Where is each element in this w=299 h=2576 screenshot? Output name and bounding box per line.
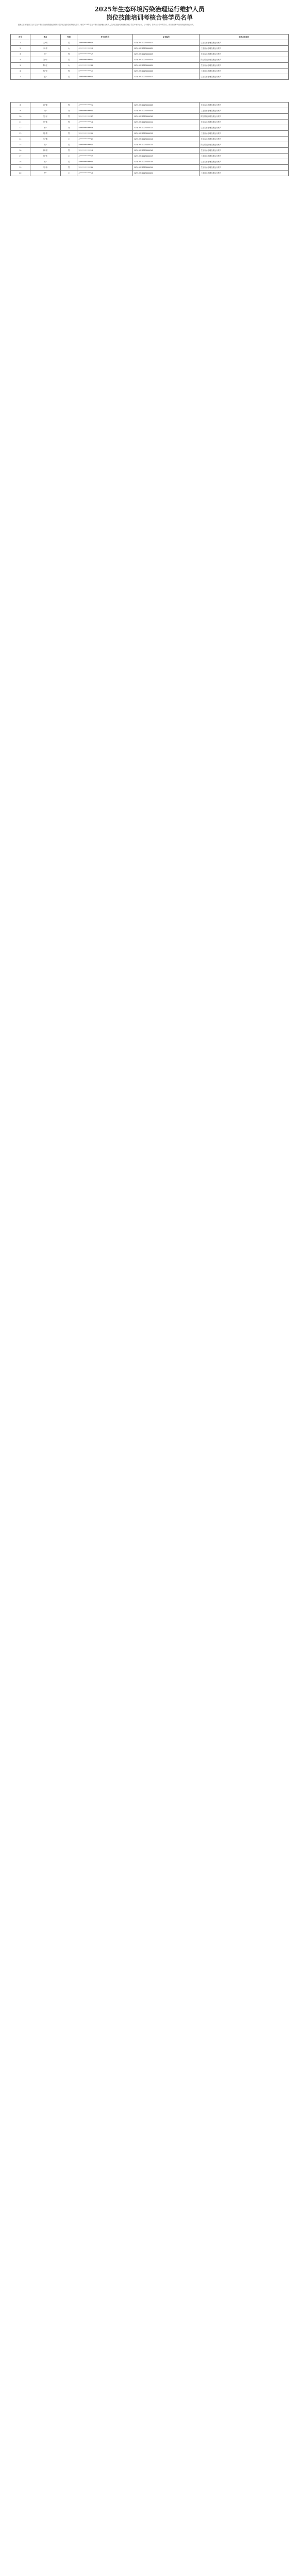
table-cell: 5*************29 — [77, 125, 133, 131]
table-cell: GZHJ-YW-2025000001 — [133, 40, 200, 46]
table-cell: GZHJ-YW-2025000016 — [133, 148, 200, 154]
table-cell: 3*************3X — [77, 131, 133, 137]
table-cell: 3 — [11, 52, 30, 57]
table-row — [11, 142, 289, 148]
table-cell: GZHJ-YW-2025000006 — [133, 69, 200, 74]
table-cell: 2 — [11, 46, 30, 52]
table-cell: GZHJ-YW-2025000020 — [133, 171, 200, 176]
table-cell: GZHJ-YW-2025000019 — [133, 165, 200, 171]
table-row — [11, 103, 289, 108]
table-cell: 马*涛 — [30, 165, 60, 171]
table-cell: 男 — [61, 131, 77, 137]
table-cell: GZHJ-YW-2025000007 — [133, 74, 200, 80]
table-cell: 除尘脱硫脱硝设施运行维护 — [200, 114, 289, 120]
table-cell: 生活污水处理设施运行维护 — [200, 159, 289, 165]
table-cell: 3*************49 — [77, 165, 133, 171]
table-cell: 17 — [11, 154, 30, 159]
table-cell: 工业废水处理设施运行维护 — [200, 69, 289, 74]
table-cell: 18 — [11, 159, 30, 165]
table-page — [10, 34, 289, 80]
column-header: 序号 — [11, 35, 30, 40]
table-row — [11, 108, 289, 114]
table-cell: 4*************23 — [77, 46, 133, 52]
table-cell: 张* — [30, 52, 60, 57]
table-cell: 孙* — [30, 125, 60, 131]
table-cell: GZHJ-YW-2025000008 — [133, 103, 200, 108]
document-header — [10, 5, 289, 29]
table-cell: 14 — [11, 137, 30, 142]
table-cell: GZHJ-YW-2025000009 — [133, 108, 200, 114]
table-cell: 3*************31 — [77, 57, 133, 63]
table-cell: 李*华 — [30, 46, 60, 52]
table-cell: 3*************58 — [77, 74, 133, 80]
table-cell: 4*************42 — [77, 137, 133, 142]
table-cell: 男 — [61, 69, 77, 74]
table-cell: 9 — [11, 108, 30, 114]
table-cell: 男 — [61, 114, 77, 120]
table-cell: 女 — [61, 63, 77, 69]
table-cell: 高* — [30, 142, 60, 148]
table-cell: 杨*军 — [30, 69, 60, 74]
table-cell: GZHJ-YW-2025000010 — [133, 114, 200, 120]
table-cell: 4*************13 — [77, 171, 133, 176]
table-cell: 男 — [61, 40, 77, 46]
table-cell: 朱*霞 — [30, 137, 60, 142]
table-row — [11, 154, 289, 159]
table-cell: 8 — [11, 103, 30, 108]
table-cell: GZHJ-YW-2025000012 — [133, 125, 200, 131]
table-cell: 生活污水处理设施运行维护 — [200, 137, 289, 142]
column-header: 身份证号码 — [77, 35, 133, 40]
table-cell: 1 — [11, 40, 30, 46]
table-cell: 黄*强 — [30, 103, 60, 108]
table-cell: 5*************55 — [77, 142, 133, 148]
table-cell: 3*************47 — [77, 114, 133, 120]
table-cell: 生活污水处理设施运行维护 — [200, 52, 289, 57]
table-cell: GZHJ-YW-2025000017 — [133, 154, 200, 159]
table-cell: 除尘脱硫脱硝设施运行维护 — [200, 57, 289, 63]
table-cell: 7 — [11, 74, 30, 80]
table-cell: 6 — [11, 69, 30, 74]
table-cell: 男 — [61, 120, 77, 125]
table-cell: GZHJ-YW-2025000005 — [133, 63, 200, 69]
table-cell: 工业废水处理设施运行维护 — [200, 154, 289, 159]
table-cell: 生活污水处理设施运行维护 — [200, 40, 289, 46]
table-cell: 罗* — [30, 171, 60, 176]
table-cell: 男 — [61, 52, 77, 57]
table-cell: 4*************21 — [77, 103, 133, 108]
table-cell: 4*************46 — [77, 63, 133, 69]
table-cell: GZHJ-YW-2025000003 — [133, 52, 200, 57]
table-row — [11, 137, 289, 142]
table-cell: 生活污水处理设施运行维护 — [200, 125, 289, 131]
table-row — [11, 57, 289, 63]
table-cell: GZHJ-YW-2025000004 — [133, 57, 200, 63]
table-row — [11, 40, 289, 46]
table-cell: 11 — [11, 120, 30, 125]
intro-paragraph: 按照生态环境部门关于生态环境污染治理设施运营维护人员岗位技能培训的相关要求，现将2025年生态环境污染治理运行维护人员岗位技能培训考核合格学员名单予以公示。公示期内，如对公示名单有异议，请以书面形式向培训组织单位反映。 — [18, 24, 195, 26]
table-cell: 3*************5X — [77, 40, 133, 46]
table-cell: 生活污水处理设施运行维护 — [200, 74, 289, 80]
table-row — [11, 159, 289, 165]
table-cell: 4*************16 — [77, 120, 133, 125]
table-cell: 12 — [11, 125, 30, 131]
title-line-1: 2025年生态环境污染治理运行维护人员 — [94, 6, 205, 13]
table-row — [11, 120, 289, 125]
table-cell: 胡*勇 — [30, 131, 60, 137]
table-row — [11, 114, 289, 120]
table-cell: 4 — [11, 57, 30, 63]
table-row — [11, 131, 289, 137]
table-cell: 除尘脱硫脱硝设施运行维护 — [200, 142, 289, 148]
table-cell: 生活污水处理设施运行维护 — [200, 148, 289, 154]
table-cell: 生活污水处理设施运行维护 — [200, 63, 289, 69]
table-cell: 何*芳 — [30, 154, 60, 159]
table-cell: 工业废水处理设施运行维护 — [200, 131, 289, 137]
table-header-row — [11, 35, 289, 40]
table-cell: 3*************18 — [77, 148, 133, 154]
table-cell: 女 — [61, 137, 77, 142]
table-cell: 女 — [61, 125, 77, 131]
table-row — [11, 171, 289, 176]
table-cell: 5*************34 — [77, 108, 133, 114]
table-cell: 女 — [61, 108, 77, 114]
table-cell: 5*************12 — [77, 69, 133, 74]
table-row — [11, 52, 289, 57]
table-cell: 工业废水处理设施运行维护 — [200, 108, 289, 114]
table-cell: 女 — [61, 46, 77, 52]
table-cell: 女 — [61, 154, 77, 159]
table-cell: 林*国 — [30, 148, 60, 154]
document-title — [10, 5, 289, 22]
table-cell: 5*************36 — [77, 159, 133, 165]
table-cell: 工业废水处理设施运行维护 — [200, 46, 289, 52]
list-table — [10, 34, 289, 80]
title-line-2: 岗位技能培训考核合格学员名单 — [106, 14, 193, 21]
table-cell: GZHJ-YW-2025000018 — [133, 159, 200, 165]
table-cell: 王*明 — [30, 40, 60, 46]
table-cell: 周* — [30, 108, 60, 114]
column-header: 培训合格项目 — [200, 35, 289, 40]
table-cell: 13 — [11, 131, 30, 137]
table-cell: GZHJ-YW-2025000015 — [133, 142, 200, 148]
table-cell: 郭* — [30, 159, 60, 165]
column-header: 证书编号 — [133, 35, 200, 40]
table-cell: 赵* — [30, 74, 60, 80]
table-cell: GZHJ-YW-2025000002 — [133, 46, 200, 52]
column-header: 性别 — [61, 35, 77, 40]
table-cell: 女 — [61, 171, 77, 176]
table-row — [11, 148, 289, 154]
table-cell: 19 — [11, 165, 30, 171]
table-cell: 5*************17 — [77, 52, 133, 57]
table-cell: 徐*林 — [30, 120, 60, 125]
table-cell: GZHJ-YW-2025000014 — [133, 137, 200, 142]
table-cell: 男 — [61, 159, 77, 165]
table-cell: 15 — [11, 142, 30, 148]
table-cell: 男 — [61, 165, 77, 171]
table-cell: 刘*平 — [30, 57, 60, 63]
table-cell: 工业废水处理设施运行维护 — [200, 171, 289, 176]
table-row — [11, 74, 289, 80]
table-cell: GZHJ-YW-2025000011 — [133, 120, 200, 125]
table-row — [11, 69, 289, 74]
table-cell: 10 — [11, 114, 30, 120]
table-cell: 陈*红 — [30, 63, 60, 69]
table-cell: 生活污水处理设施运行维护 — [200, 103, 289, 108]
table-cell: 5 — [11, 63, 30, 69]
table-cell: 生活污水处理设施运行维护 — [200, 165, 289, 171]
table-cell: 男 — [61, 142, 77, 148]
table-row — [11, 46, 289, 52]
list-table — [10, 102, 289, 176]
table-cell: 4*************27 — [77, 154, 133, 159]
table-cell: 男 — [61, 57, 77, 63]
table-cell: 20 — [11, 171, 30, 176]
table-cell: 16 — [11, 148, 30, 154]
table-cell: GZHJ-YW-2025000013 — [133, 131, 200, 137]
table-cell: 吴*东 — [30, 114, 60, 120]
table-row — [11, 125, 289, 131]
table-cell: 男 — [61, 74, 77, 80]
table-cell: 生活污水处理设施运行维护 — [200, 120, 289, 125]
table-cell: 男 — [61, 148, 77, 154]
table-row — [11, 165, 289, 171]
table-page — [10, 102, 289, 176]
table-cell: 男 — [61, 103, 77, 108]
table-row — [11, 63, 289, 69]
column-header: 姓名 — [30, 35, 60, 40]
